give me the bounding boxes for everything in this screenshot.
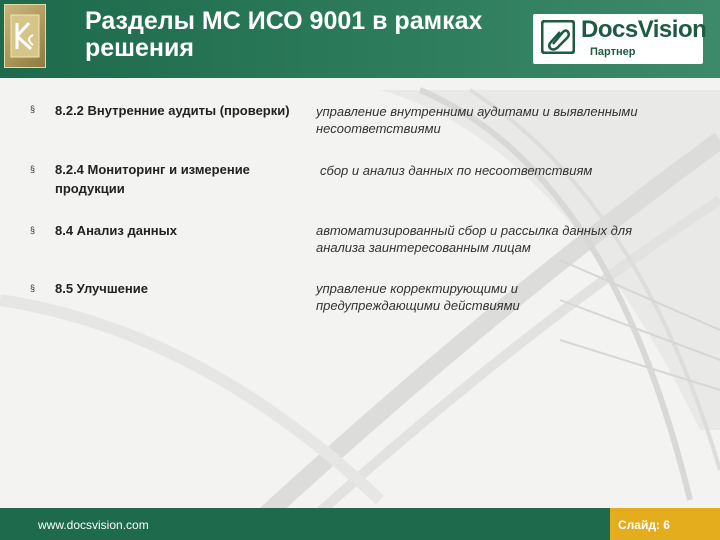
footer-bar xyxy=(0,508,720,540)
partner-subtitle: Партнер xyxy=(590,46,636,58)
list-bullet: § xyxy=(30,283,36,293)
website-link[interactable]: www.docsvision.com xyxy=(38,518,149,532)
header-bar xyxy=(0,0,720,78)
list-item-label: 8.4 Анализ данных xyxy=(55,223,177,238)
slide-number: Слайд: 6 xyxy=(618,518,670,532)
list-item-description: управление внутренними аудитами и выявленными несоответствиями xyxy=(316,104,638,136)
list-item-label: 8.2.2 Внутренние аудиты (проверки) xyxy=(55,103,290,118)
list-bullet: § xyxy=(30,104,36,114)
list-bullet: § xyxy=(30,164,36,174)
company-logo xyxy=(4,4,46,68)
list-item-description: автоматизированный сбор и рассылка данных для анализа заинтересованным лицам xyxy=(316,223,633,255)
list-item-label: 8.2.4 Мониторинг и измерение продукции xyxy=(55,162,250,196)
paperclip-icon xyxy=(541,20,575,54)
docsvision-partner-logo xyxy=(533,14,707,64)
list-item-description: сбор и анализ данных по несоответствиям xyxy=(320,163,593,178)
list-item-description: управление корректирующими и предупреждающими действиями xyxy=(316,281,520,313)
slide-number-box xyxy=(610,508,720,540)
partner-brand-name: DocsVision xyxy=(581,16,707,43)
list-bullet: § xyxy=(30,225,36,235)
slide-title: Разделы МС ИСО 9001 в рамках решения xyxy=(85,7,483,62)
list-item-label: 8.5 Улучшение xyxy=(55,281,148,296)
